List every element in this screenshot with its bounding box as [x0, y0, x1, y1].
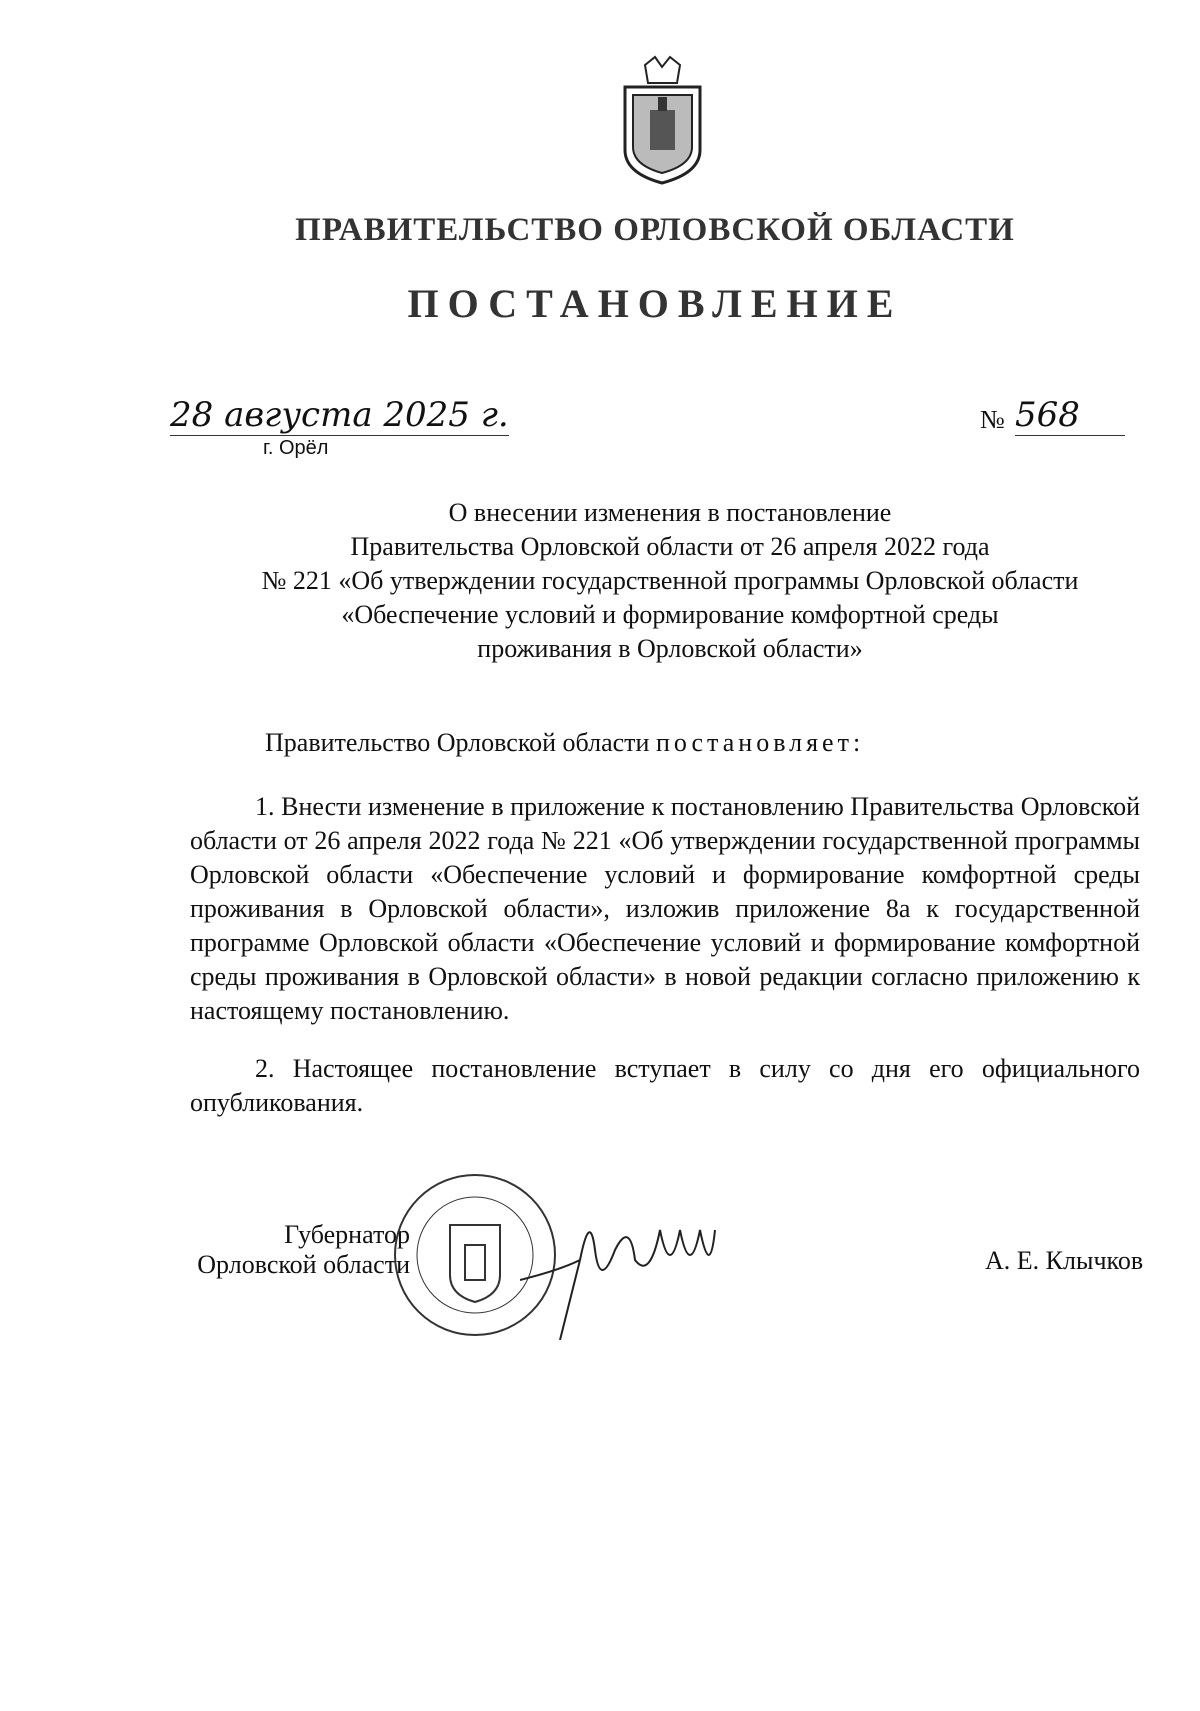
document-city: г. Орёл [263, 437, 329, 459]
document-subject [190, 496, 1150, 666]
document-number: 568 [1015, 395, 1125, 436]
resolves-word: постановляет: [655, 728, 865, 757]
resolves-line [265, 728, 864, 758]
organization-title: ПРАВИТЕЛЬСТВО ОРЛОВСКОЙ ОБЛАСТИ [295, 212, 1015, 248]
subject-line: Правительства Орловской области от 26 апреля 2022 года [350, 532, 990, 561]
position-line: Орловской области [197, 1250, 410, 1279]
subject-line: О внесении изменения в постановление [448, 498, 892, 527]
coat-of-arms-emblem [615, 55, 710, 185]
document-date: 28 августа 2025 г. [170, 395, 509, 435]
subject-line: № 221 «Об утверждении государственной программы Орловской области [261, 566, 1079, 595]
document-type: ПОСТАНОВЛЕНИЕ [407, 281, 903, 326]
subject-line: «Обеспечение условий и формирование комфортной среды [341, 600, 999, 629]
item-1: 1. Внести изменение в приложение к постановлению Правительства Орловской области от 26 апреля 2022 года № 221 «Об утверждении государственной программы Орловской области «Обеспечение условий и формирование комфортной среды проживания в Орловской области», изложив приложение 8а к государственной программе Орловской области «Обеспечение условий и формирование комфортной среды проживания в Орловской области» в новой редакции согласно приложению к настоящему постановлению. [190, 792, 1140, 1025]
position-line: Губернатор [284, 1220, 410, 1249]
number-label: № [980, 405, 1005, 434]
item-2: 2. Настоящее постановление вступает в силу со дня его официального опубликования. [190, 1054, 1140, 1117]
subject-line: проживания в Орловской области» [477, 634, 863, 663]
signatory-name: А. Е. Клычков [985, 1246, 1144, 1275]
resolves-prefix: Правительство Орловской области [265, 728, 656, 757]
handwritten-signature [520, 1190, 720, 1340]
signatory-position [190, 1220, 410, 1280]
